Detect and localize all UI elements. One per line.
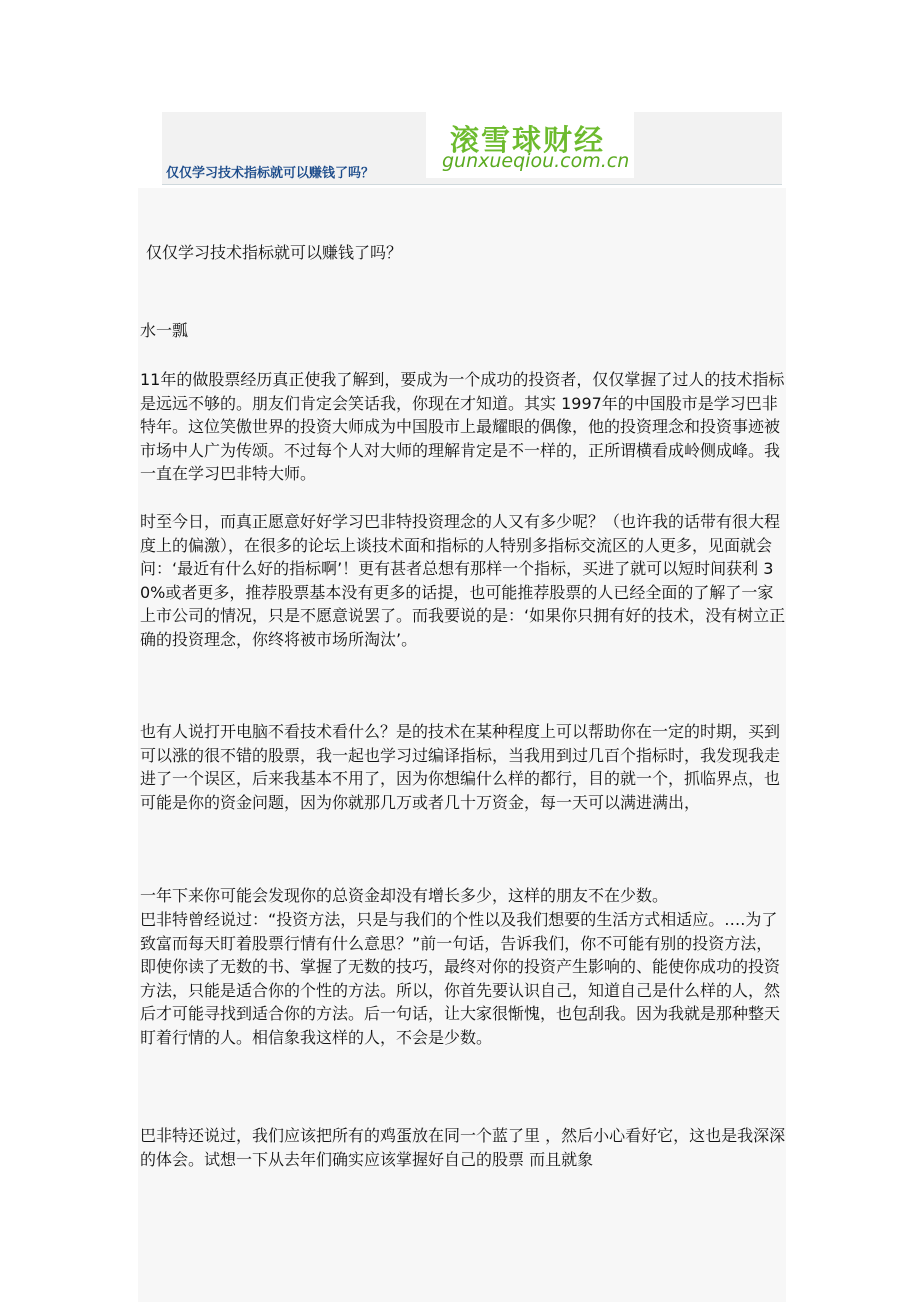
paragraph-6: 巴非特还说过，我们应该把所有的鸡蛋放在同一个蓝了里 ，然后小心看好它，这也是我深深的体会。试想一下从去年们确实应该掌握好自己的股票 而且就象 [140,1126,786,1169]
article-title: 仅仅学习技术指标就可以赚钱了吗？ [146,243,403,262]
site-logo [426,112,634,178]
article-author: 水一瓢 [140,321,189,340]
paragraph-5: 巴非特曾经说过：“投资方法，只是与我们的个性以及我们想要的生活方式相适应。….为了致富而每天盯着股票行情有什么意思？”前一句话，告诉我们，你不可能有别的投资方法，即使你读了无数的书、掌握了无数的技巧，最终对你的投资产生影响的、能使你成功的投资方法，只能是适合你的个性的方法。所以，你首先要认识自己，知道自己是什么样的人，然后才可能寻找到适合你的方法。后一句话，让大家很惭愧，也包刮我。因为我就是那种整天盯着行情的人。相信象我这样的人，不会是少数。 [140,910,781,1047]
paragraph-2: 时至今日，而真正愿意好好学习巴非特投资理念的人又有多少呢？（也许我的话带有很大程度上的偏激），在很多的论坛上谈技术面和指标的人特别多指标交流区的人更多，见面就会问：‘最近有什么好的指标啊’！更有甚者总想有那样一个指标，买进了就可以短时间获利 30%或者更多，推荐股票基本没有更多的话提，也可能推荐股票的人已经全面的了解了一家上市公司的情况，只是不愿意说罢了。而我要说的是：‘如果你只拥有好的技术，没有树立正确的投资理念，你终将被市场所淘汰’。 [140,512,786,649]
paragraph-4: 一年下来你可能会发现你的总资金却没有增长多少，这样的朋友不在少数。 [140,886,669,905]
header-title: 仅仅学习技术指标就可以赚钱了吗？ [166,166,375,181]
paragraph-3: 也有人说打开电脑不看技术看什么？是的技术在某种程度上可以帮助你在一定的时期，买到可以涨的很不错的股票，我一起也学习过编译指标，当我用到过几百个指标时，我发现我走进了一个误区，后来我基本不用了，因为你想编什么样的都行，目的就一个，抓临界点，也可能是你的资金问题，因为你就那几万或者几十万资金，每一天可以满进满出， [140,722,781,812]
logo-chinese-text: 滚雪球财经 [450,123,606,157]
paragraph-1: 11年的做股票经历真正使我了解到，要成为一个成功的投资者，仅仅掌握了过人的技术指标是远远不够的。朋友们肯定会笑话我，你现在才知道。其实 1997年的中国股市是学习巴非特年。这位笑傲世界的投资大师成为中国股市上最耀眼的偶像，他的投资理念和投资事迹被市场中人广为传颂。不过每个人对大师的理解肯定是不一样的，正所谓横看成岭侧成峰。我一直在学习巴非特大师。 [140,370,785,483]
document-page [138,188,786,1302]
document-header [162,112,782,185]
logo-domain-text: gunxueqiou.com.cn [442,150,630,172]
